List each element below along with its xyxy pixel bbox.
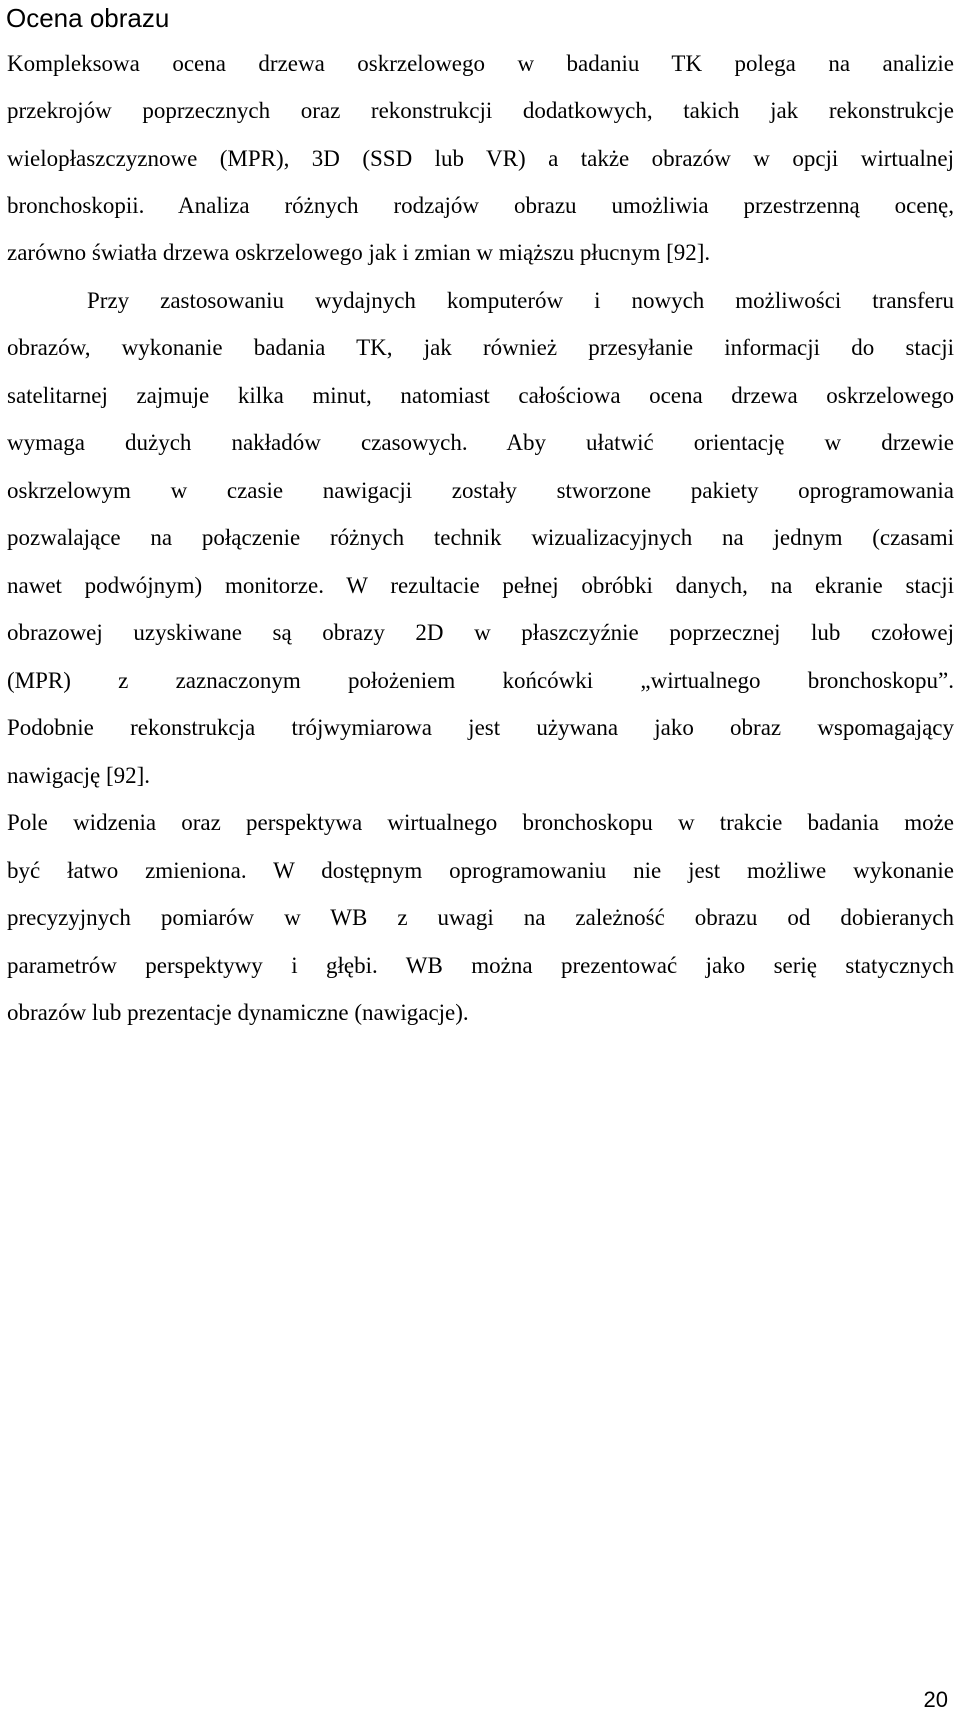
text-line-17: Pole widzenia oraz perspektywa wirtualnego bronchoskopu w trakcie badania może <box>7 810 954 835</box>
text-line-11: pozwalające na połączenie różnych technik wizualizacyjnych na jednym (czasami <box>7 525 954 550</box>
text-line-10: oskrzelowym w czasie nawigacji zostały stworzone pakiety oprogramowania <box>7 478 954 503</box>
text-line-15: Podobnie rekonstrukcja trójwymiarowa jest używana jako obraz wspomagający <box>7 715 954 740</box>
text-line-13: obrazowej uzyskiwane są obrazy 2D w płaszczyźnie poprzecznej lub czołowej <box>7 620 954 645</box>
text-line-12: nawet podwójnym) monitorze. W rezultacie pełnej obróbki danych, na ekranie stacji <box>7 573 954 598</box>
text-line-8: satelitarnej zajmuje kilka minut, natomiast całościowa ocena drzewa oskrzelowego <box>7 383 954 408</box>
text-line-19: precyzyjnych pomiarów w WB z uwagi na zależność obrazu od dobieranych <box>7 905 954 930</box>
text-line-1: Kompleksowa ocena drzewa oskrzelowego w badaniu TK polega na analizie <box>7 51 954 76</box>
text-line-21: obrazów lub prezentacje dynamiczne (nawigacje). <box>7 1000 469 1025</box>
text-line-4: bronchoskopii. Analiza różnych rodzajów obrazu umożliwia przestrzenną ocenę, <box>7 193 954 218</box>
section-heading: Ocena obrazu <box>6 3 170 33</box>
text-line-16: nawigację [92]. <box>7 763 151 788</box>
text-line-7: obrazów, wykonanie badania TK, jak również przesyłanie informacji do stacji <box>7 335 954 360</box>
page-number: 20 <box>923 1687 948 1712</box>
text-line-18: być łatwo zmieniona. W dostępnym oprogramowaniu nie jest możliwe wykonanie <box>7 858 954 883</box>
text-line-9: wymaga dużych nakładów czasowych. Aby ułatwić orientację w drzewie <box>7 430 954 455</box>
text-line-2: przekrojów poprzecznych oraz rekonstrukcji dodatkowych, takich jak rekonstrukcje <box>7 98 954 123</box>
text-line-5: zarówno światła drzewa oskrzelowego jak i zmian w miąższu płucnym [92]. <box>7 240 711 265</box>
text-line-3: wielopłaszczyznowe (MPR), 3D (SSD lub VR) a także obrazów w opcji wirtualnej <box>7 146 954 171</box>
text-line-14: (MPR) z zaznaczonym położeniem końcówki „wirtualnego bronchoskopu”. <box>7 668 954 693</box>
text-line-6: Przy zastosowaniu wydajnych komputerów i nowych możliwości transferu <box>87 288 954 313</box>
text-line-20: parametrów perspektywy i głębi. WB można prezentować jako serię statycznych <box>7 953 954 978</box>
